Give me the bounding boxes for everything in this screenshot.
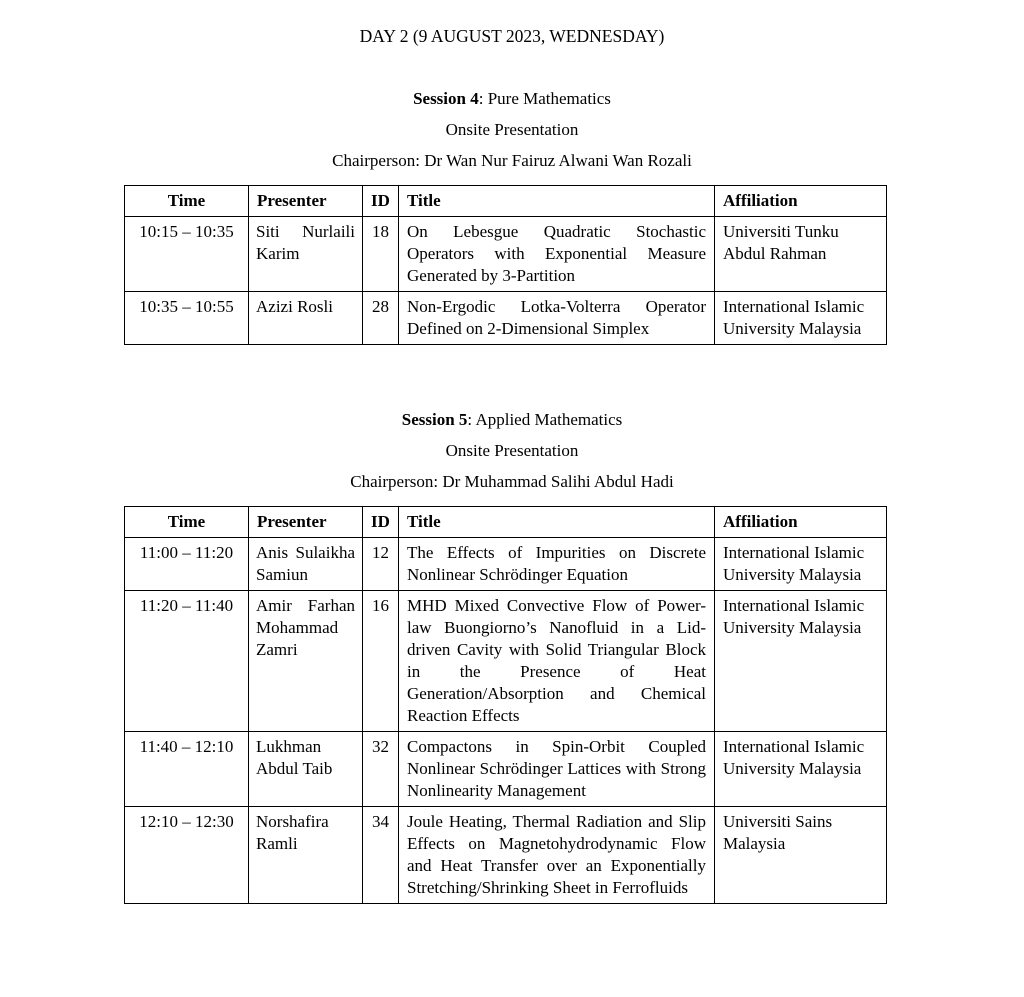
id-cell: 18 — [363, 217, 399, 292]
time-cell: 11:20 – 11:40 — [125, 591, 249, 732]
column-header-title: Title — [399, 186, 715, 217]
session-topic: : Pure Mathematics — [478, 89, 611, 108]
table-header-row — [125, 507, 887, 538]
id-cell: 28 — [363, 292, 399, 345]
session-heading — [0, 411, 1024, 429]
table-row — [125, 538, 887, 591]
time-cell: 10:15 – 10:35 — [125, 217, 249, 292]
presenter-cell: Amir Farhan Mohammad Zamri — [249, 591, 363, 732]
title-cell: Non-Ergodic Lotka-Volterra Operator Defined on 2-Dimensional Simplex — [399, 292, 715, 345]
id-cell: 16 — [363, 591, 399, 732]
presenter-cell: Norshafira Ramli — [249, 807, 363, 904]
presenter-cell: Azizi Rosli — [249, 292, 363, 345]
title-cell: Joule Heating, Thermal Radiation and Slip Effects on Magnetohydrodynamic Flow and Heat Transfer over an Exponentially Stretching/Shrinking Sheet in Ferrofluids — [399, 807, 715, 904]
table-row — [125, 217, 887, 292]
table-row — [125, 807, 887, 904]
column-header-title: Title — [399, 507, 715, 538]
column-header-presenter: Presenter — [249, 186, 363, 217]
table-header-row — [125, 186, 887, 217]
affiliation-cell: Universiti Sains Malaysia — [715, 807, 887, 904]
title-cell: Compactons in Spin-Orbit Coupled Nonlinear Schrödinger Lattices with Strong Nonlinearity Management — [399, 732, 715, 807]
sessions-container — [0, 90, 1024, 904]
affiliation-cell: International Islamic University Malaysia — [715, 292, 887, 345]
title-cell: On Lebesgue Quadratic Stochastic Operators with Exponential Measure Generated by 3-Partition — [399, 217, 715, 292]
affiliation-cell: Universiti Tunku Abdul Rahman — [715, 217, 887, 292]
table-row — [125, 732, 887, 807]
session-chairperson: Chairperson: Dr Wan Nur Fairuz Alwani Wan Rozali — [332, 151, 692, 170]
time-cell: 10:35 – 10:55 — [125, 292, 249, 345]
presenter-cell: Lukhman Abdul Taib — [249, 732, 363, 807]
affiliation-cell: International Islamic University Malaysia — [715, 538, 887, 591]
session-heading — [0, 90, 1024, 108]
title-cell: The Effects of Impurities on Discrete Nonlinear Schrödinger Equation — [399, 538, 715, 591]
table-row — [125, 591, 887, 732]
session-section — [0, 411, 1024, 904]
column-header-affiliation: Affiliation — [715, 186, 887, 217]
presenter-cell: Anis Sulaikha Samiun — [249, 538, 363, 591]
session-name: Session 4 — [413, 89, 479, 108]
presenter-cell: Siti Nurlaili Karim — [249, 217, 363, 292]
title-cell: MHD Mixed Convective Flow of Power-law Buongiorno’s Nanofluid in a Lid-driven Cavity with Solid Triangular Block in the Presence of Heat Generation/Absorption and Chemical Reaction Effects — [399, 591, 715, 732]
session-presentation-mode: Onsite Presentation — [445, 120, 579, 139]
column-header-affiliation: Affiliation — [715, 507, 887, 538]
day-title: DAY 2 (9 AUGUST 2023, WEDNESDAY) — [359, 26, 665, 46]
column-header-id: ID — [363, 186, 399, 217]
affiliation-cell: International Islamic University Malaysia — [715, 732, 887, 807]
session-chairperson: Chairperson: Dr Muhammad Salihi Abdul Hadi — [350, 472, 674, 491]
time-cell: 11:00 – 11:20 — [125, 538, 249, 591]
column-header-id: ID — [363, 507, 399, 538]
column-header-presenter: Presenter — [249, 507, 363, 538]
table-row — [125, 292, 887, 345]
id-cell: 12 — [363, 538, 399, 591]
schedule-table — [124, 185, 887, 345]
time-cell: 11:40 – 12:10 — [125, 732, 249, 807]
time-cell: 12:10 – 12:30 — [125, 807, 249, 904]
schedule-table — [124, 506, 887, 904]
id-cell: 32 — [363, 732, 399, 807]
column-header-time: Time — [125, 186, 249, 217]
id-cell: 34 — [363, 807, 399, 904]
column-header-time: Time — [125, 507, 249, 538]
session-presentation-mode: Onsite Presentation — [445, 441, 579, 460]
session-name: Session 5 — [401, 410, 468, 429]
affiliation-cell: International Islamic University Malaysia — [715, 591, 887, 732]
session-section — [0, 90, 1024, 345]
session-topic: : Applied Mathematics — [467, 410, 623, 429]
